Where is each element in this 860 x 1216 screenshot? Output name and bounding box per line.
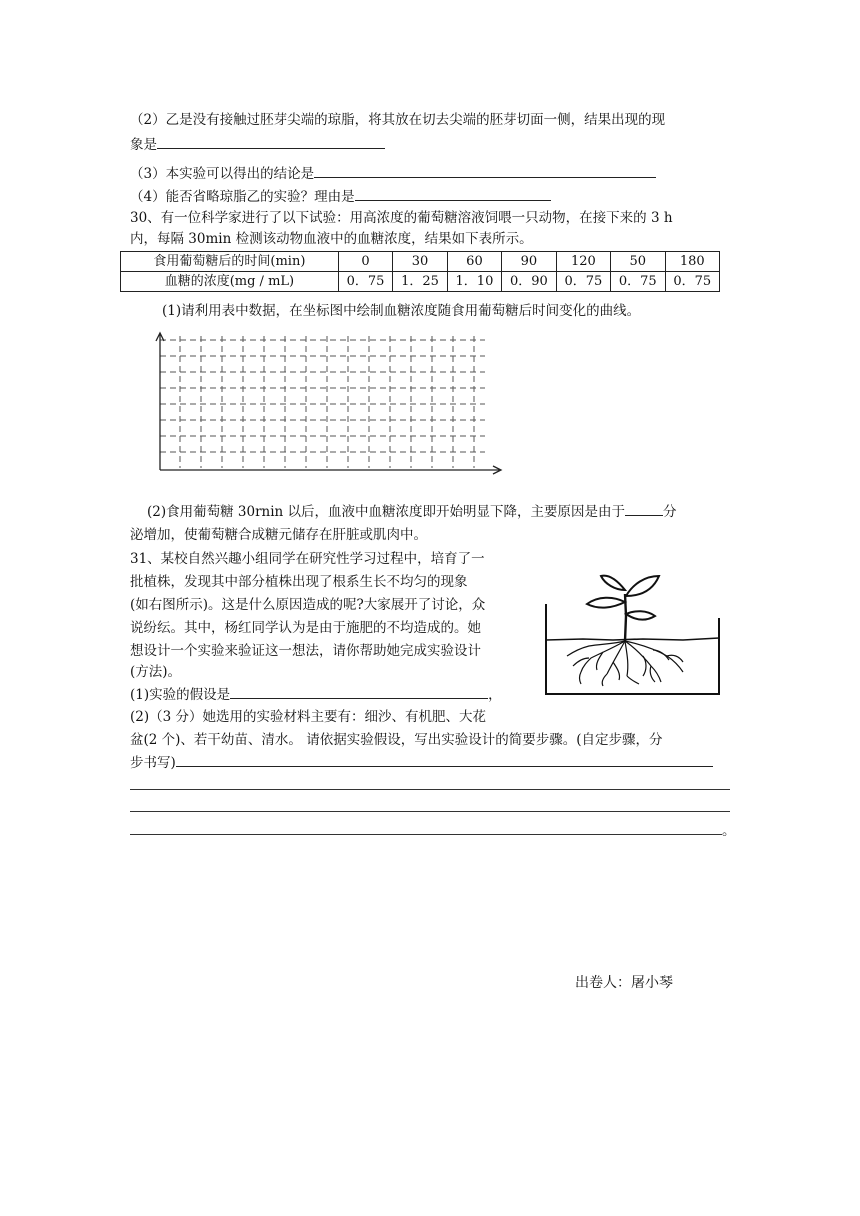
table-cell: 120 xyxy=(556,252,610,272)
table-cell: 0．75 xyxy=(556,272,610,292)
q31-line5: 想设计一个实验来验证这一想法，请你帮助她完成实验设计 xyxy=(130,643,481,659)
blank-coordinate-grid xyxy=(150,330,510,480)
q31-sub2-line2: 盆(2 个)、若干幼苗、清水。 请依据实验假设，写出实验设计的简要步骤。(自定步骤，分 xyxy=(130,732,663,748)
q30-sub2-line1 xyxy=(147,502,677,521)
q30-sub2-line2: 泌增加，使葡萄糖合成糖元储存在肝脏或肌肉中。 xyxy=(130,527,427,543)
q31-sub1-end: ， xyxy=(488,687,502,703)
table-cell: 30 xyxy=(393,252,447,272)
leaf xyxy=(587,598,625,608)
q30-sub2-tail: 分 xyxy=(663,504,677,520)
leaf xyxy=(626,576,659,596)
axes xyxy=(156,333,501,474)
q29-part3-label: （3）本实验可以得出的结论是 xyxy=(130,166,315,182)
final-period: 。 xyxy=(722,823,736,839)
q30-sub1: (1)请利用表中数据，在坐标图中绘制血糖浓度随食用葡萄糖后时间变化的曲线。 xyxy=(162,303,641,319)
q29-part2-line2 xyxy=(130,135,385,154)
row-header-concentration: 血糖的浓度(mg / mL) xyxy=(121,272,339,292)
table-cell: 1．10 xyxy=(447,272,501,292)
q30-intro-line2: 内，每隔 30min 检测该动物血液中的血糖浓度，结果如下表所示。 xyxy=(130,231,533,247)
table-cell: 0．75 xyxy=(338,272,392,292)
soil-line xyxy=(546,638,719,640)
table-cell: 50 xyxy=(611,252,665,272)
q31-line1: 31、某校自然兴趣小组同学在研究性学习过程中，培育了一 xyxy=(130,551,485,567)
table-cell: 60 xyxy=(447,252,501,272)
table-cell: 0．75 xyxy=(611,272,665,292)
answer-line[interactable] xyxy=(130,789,730,790)
answer-line[interactable] xyxy=(130,834,722,835)
table-cell: 180 xyxy=(665,252,719,272)
table-row-time xyxy=(121,252,720,272)
q31-sub2-line1: (2)（3 分）她选用的实验材料主要有：细沙、有机肥、大花 xyxy=(130,709,487,725)
table-cell: 0 xyxy=(338,252,392,272)
q31-sub2-label: 步书写) xyxy=(130,755,176,771)
table-cell: 0．90 xyxy=(502,272,556,292)
q31-line3: (如右图所示)。这是什么原因造成的呢?大家展开了讨论，众 xyxy=(130,597,486,613)
q29-part2-label: 象是 xyxy=(130,137,157,153)
q31-sub1 xyxy=(130,685,502,704)
answer-blank[interactable] xyxy=(355,187,551,201)
answer-blank[interactable] xyxy=(176,753,713,767)
table-row-concentration xyxy=(121,272,720,292)
q29-part2-line1: （2）乙是没有接触过胚芽尖端的琼脂，将其放在切去尖端的胚芽切面一侧，结果出现的现 xyxy=(130,112,666,128)
answer-blank[interactable] xyxy=(625,502,663,516)
q31-line2: 批植株，发现其中部分植株出现了根系生长不均匀的现象 xyxy=(130,574,468,590)
blood-sugar-table xyxy=(120,251,720,292)
author-credit: 出卷人：屠小琴 xyxy=(575,975,673,991)
answer-blank[interactable] xyxy=(314,164,656,178)
q31-line4: 说纷纭。其中，杨红同学认为是由于施肥的不均造成的。她 xyxy=(130,620,481,636)
leaf xyxy=(626,611,655,619)
row-header-time: 食用葡萄糖后的时间(min) xyxy=(121,252,339,272)
q29-part4-label: （4）能否省略琼脂乙的实验？理由是 xyxy=(130,189,355,205)
answer-line[interactable] xyxy=(130,811,730,812)
q31-sub2-line3 xyxy=(130,753,713,772)
table-cell: 90 xyxy=(502,252,556,272)
table-cell: 1．25 xyxy=(393,272,447,292)
q31-line6: (方法)。 xyxy=(130,664,182,680)
leaf xyxy=(601,576,625,590)
q30-sub2-text: (2)食用葡萄糖 30rnin 以后，血液中血糖浓度即开始明显下降，主要原因是由于 xyxy=(147,504,626,520)
grid-lines xyxy=(160,336,485,468)
answer-blank[interactable] xyxy=(230,685,488,699)
q29-part3 xyxy=(130,164,656,183)
table-cell: 0．75 xyxy=(665,272,719,292)
q29-part4 xyxy=(130,187,551,206)
roots xyxy=(567,641,683,686)
q30-intro-line1: 30、有一位科学家进行了以下试验：用高浓度的葡萄糖溶液饲喂一只动物，在接下来的 3 h xyxy=(130,210,673,226)
plant-roots-figure xyxy=(543,566,723,698)
q31-sub1-label: (1)实验的假设是 xyxy=(130,687,231,703)
answer-blank[interactable] xyxy=(157,135,385,149)
